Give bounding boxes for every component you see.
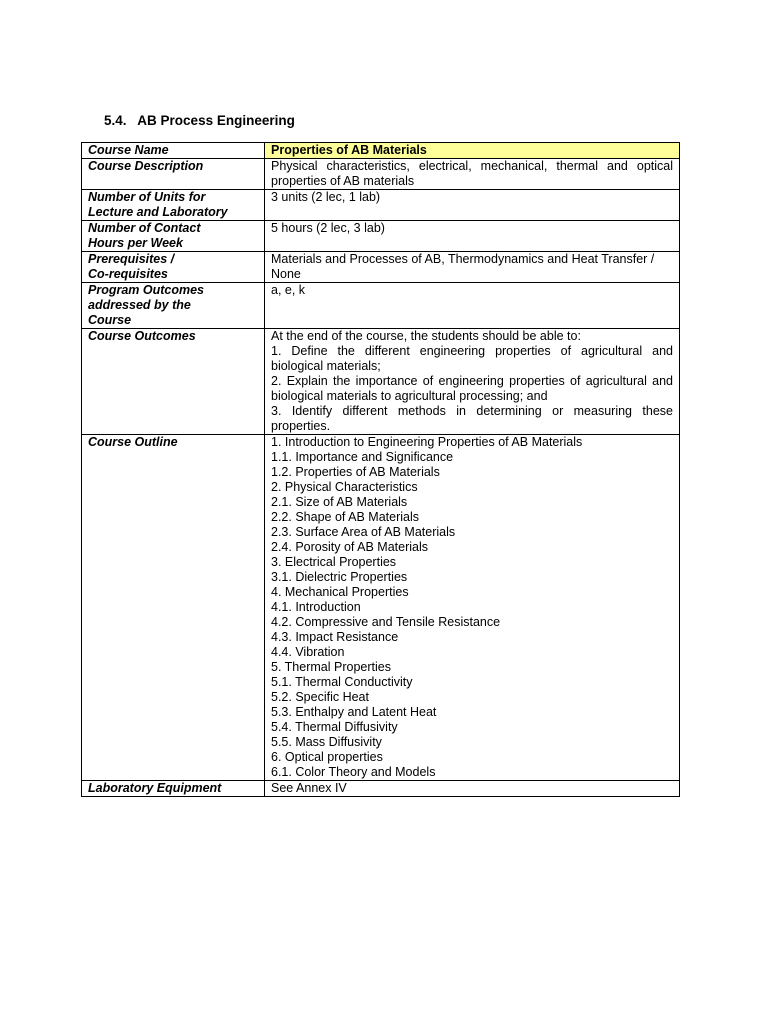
program-outcomes-label-line: addressed by the	[88, 298, 191, 312]
course-outline-label: Course Outline	[82, 435, 265, 781]
outline-item: 2. Physical Characteristics	[271, 480, 418, 494]
outline-item: 5.3. Enthalpy and Latent Heat	[271, 705, 437, 719]
outline-item: 5.4. Thermal Diffusivity	[271, 720, 398, 734]
course-name-value: Properties of AB Materials	[265, 143, 680, 159]
row-course-outline	[82, 435, 680, 781]
units-label	[82, 190, 265, 221]
outline-item: 2.3. Surface Area of AB Materials	[271, 525, 456, 539]
course-description-value: Physical characteristics, electrical, mechanical, thermal and optical properties of AB materials	[265, 159, 680, 190]
outline-item: 3. Electrical Properties	[271, 555, 397, 569]
prerequisites-label-line: Co-requisites	[88, 267, 168, 281]
prerequisites-label	[82, 252, 265, 283]
course-outcome-item: 3. Identify different methods in determining or measuring these properties.	[271, 404, 673, 433]
outline-item: 4.2. Compressive and Tensile Resistance	[271, 615, 501, 629]
outline-item: 3.1. Dielectric Properties	[271, 570, 408, 584]
outline-item: 6. Optical properties	[271, 750, 383, 764]
course-outcomes-value	[265, 329, 680, 435]
contact-hours-label-line: Number of Contact	[88, 221, 201, 235]
row-units	[82, 190, 680, 221]
course-outcomes-intro: At the end of the course, the students should be able to:	[271, 329, 581, 343]
course-table	[81, 142, 680, 797]
prerequisites-label-line: Prerequisites /	[88, 252, 175, 266]
contact-hours-label-line: Hours per Week	[88, 236, 183, 250]
outline-item: 1. Introduction to Engineering Properties of AB Materials	[271, 435, 583, 449]
prerequisites-value: Materials and Processes of AB, Thermodynamics and Heat Transfer / None	[265, 252, 680, 283]
row-course-description	[82, 159, 680, 190]
contact-hours-value: 5 hours (2 lec, 3 lab)	[265, 221, 680, 252]
program-outcomes-value: a, e, k	[265, 283, 680, 329]
outline-item: 1.2. Properties of AB Materials	[271, 465, 440, 479]
outline-item: 2.4. Porosity of AB Materials	[271, 540, 429, 554]
course-name-label: Course Name	[82, 143, 265, 159]
units-label-line: Number of Units for	[88, 190, 206, 204]
outline-item: 4.4. Vibration	[271, 645, 345, 659]
row-course-outcomes	[82, 329, 680, 435]
row-prerequisites	[82, 252, 680, 283]
outline-item: 1.1. Importance and Significance	[271, 450, 454, 464]
program-outcomes-label	[82, 283, 265, 329]
lab-equipment-label: Laboratory Equipment	[82, 781, 265, 797]
course-outcome-item: 2. Explain the importance of engineering properties of agricultural and biological materials to agricultural processing; and	[271, 374, 673, 403]
contact-hours-label	[82, 221, 265, 252]
program-outcomes-label-line: Program Outcomes	[88, 283, 205, 297]
course-outline-value	[265, 435, 680, 781]
section-heading	[104, 113, 295, 128]
outline-item: 4. Mechanical Properties	[271, 585, 409, 599]
course-outcomes-label: Course Outcomes	[82, 329, 265, 435]
outline-item: 4.3. Impact Resistance	[271, 630, 399, 644]
outline-item: 5.5. Mass Diffusivity	[271, 735, 382, 749]
units-value: 3 units (2 lec, 1 lab)	[265, 190, 680, 221]
course-description-label: Course Description	[82, 159, 265, 190]
course-outcome-item: 1. Define the different engineering properties of agricultural and biological materials;	[271, 344, 673, 373]
outline-item: 5. Thermal Properties	[271, 660, 391, 674]
row-contact-hours	[82, 221, 680, 252]
outline-item: 4.1. Introduction	[271, 600, 361, 614]
outline-item: 5.1. Thermal Conductivity	[271, 675, 413, 689]
outline-item: 6.1. Color Theory and Models	[271, 765, 436, 779]
section-title: AB Process Engineering	[137, 113, 295, 128]
row-course-name	[82, 143, 680, 159]
lab-equipment-value: See Annex IV	[265, 781, 680, 797]
outline-item: 2.1. Size of AB Materials	[271, 495, 408, 509]
outline-item: 2.2. Shape of AB Materials	[271, 510, 420, 524]
outline-item: 5.2. Specific Heat	[271, 690, 369, 704]
row-program-outcomes	[82, 283, 680, 329]
row-lab-equipment	[82, 781, 680, 797]
units-label-line: Lecture and Laboratory	[88, 205, 228, 219]
program-outcomes-label-line: Course	[88, 313, 132, 327]
section-number: 5.4.	[104, 113, 127, 128]
